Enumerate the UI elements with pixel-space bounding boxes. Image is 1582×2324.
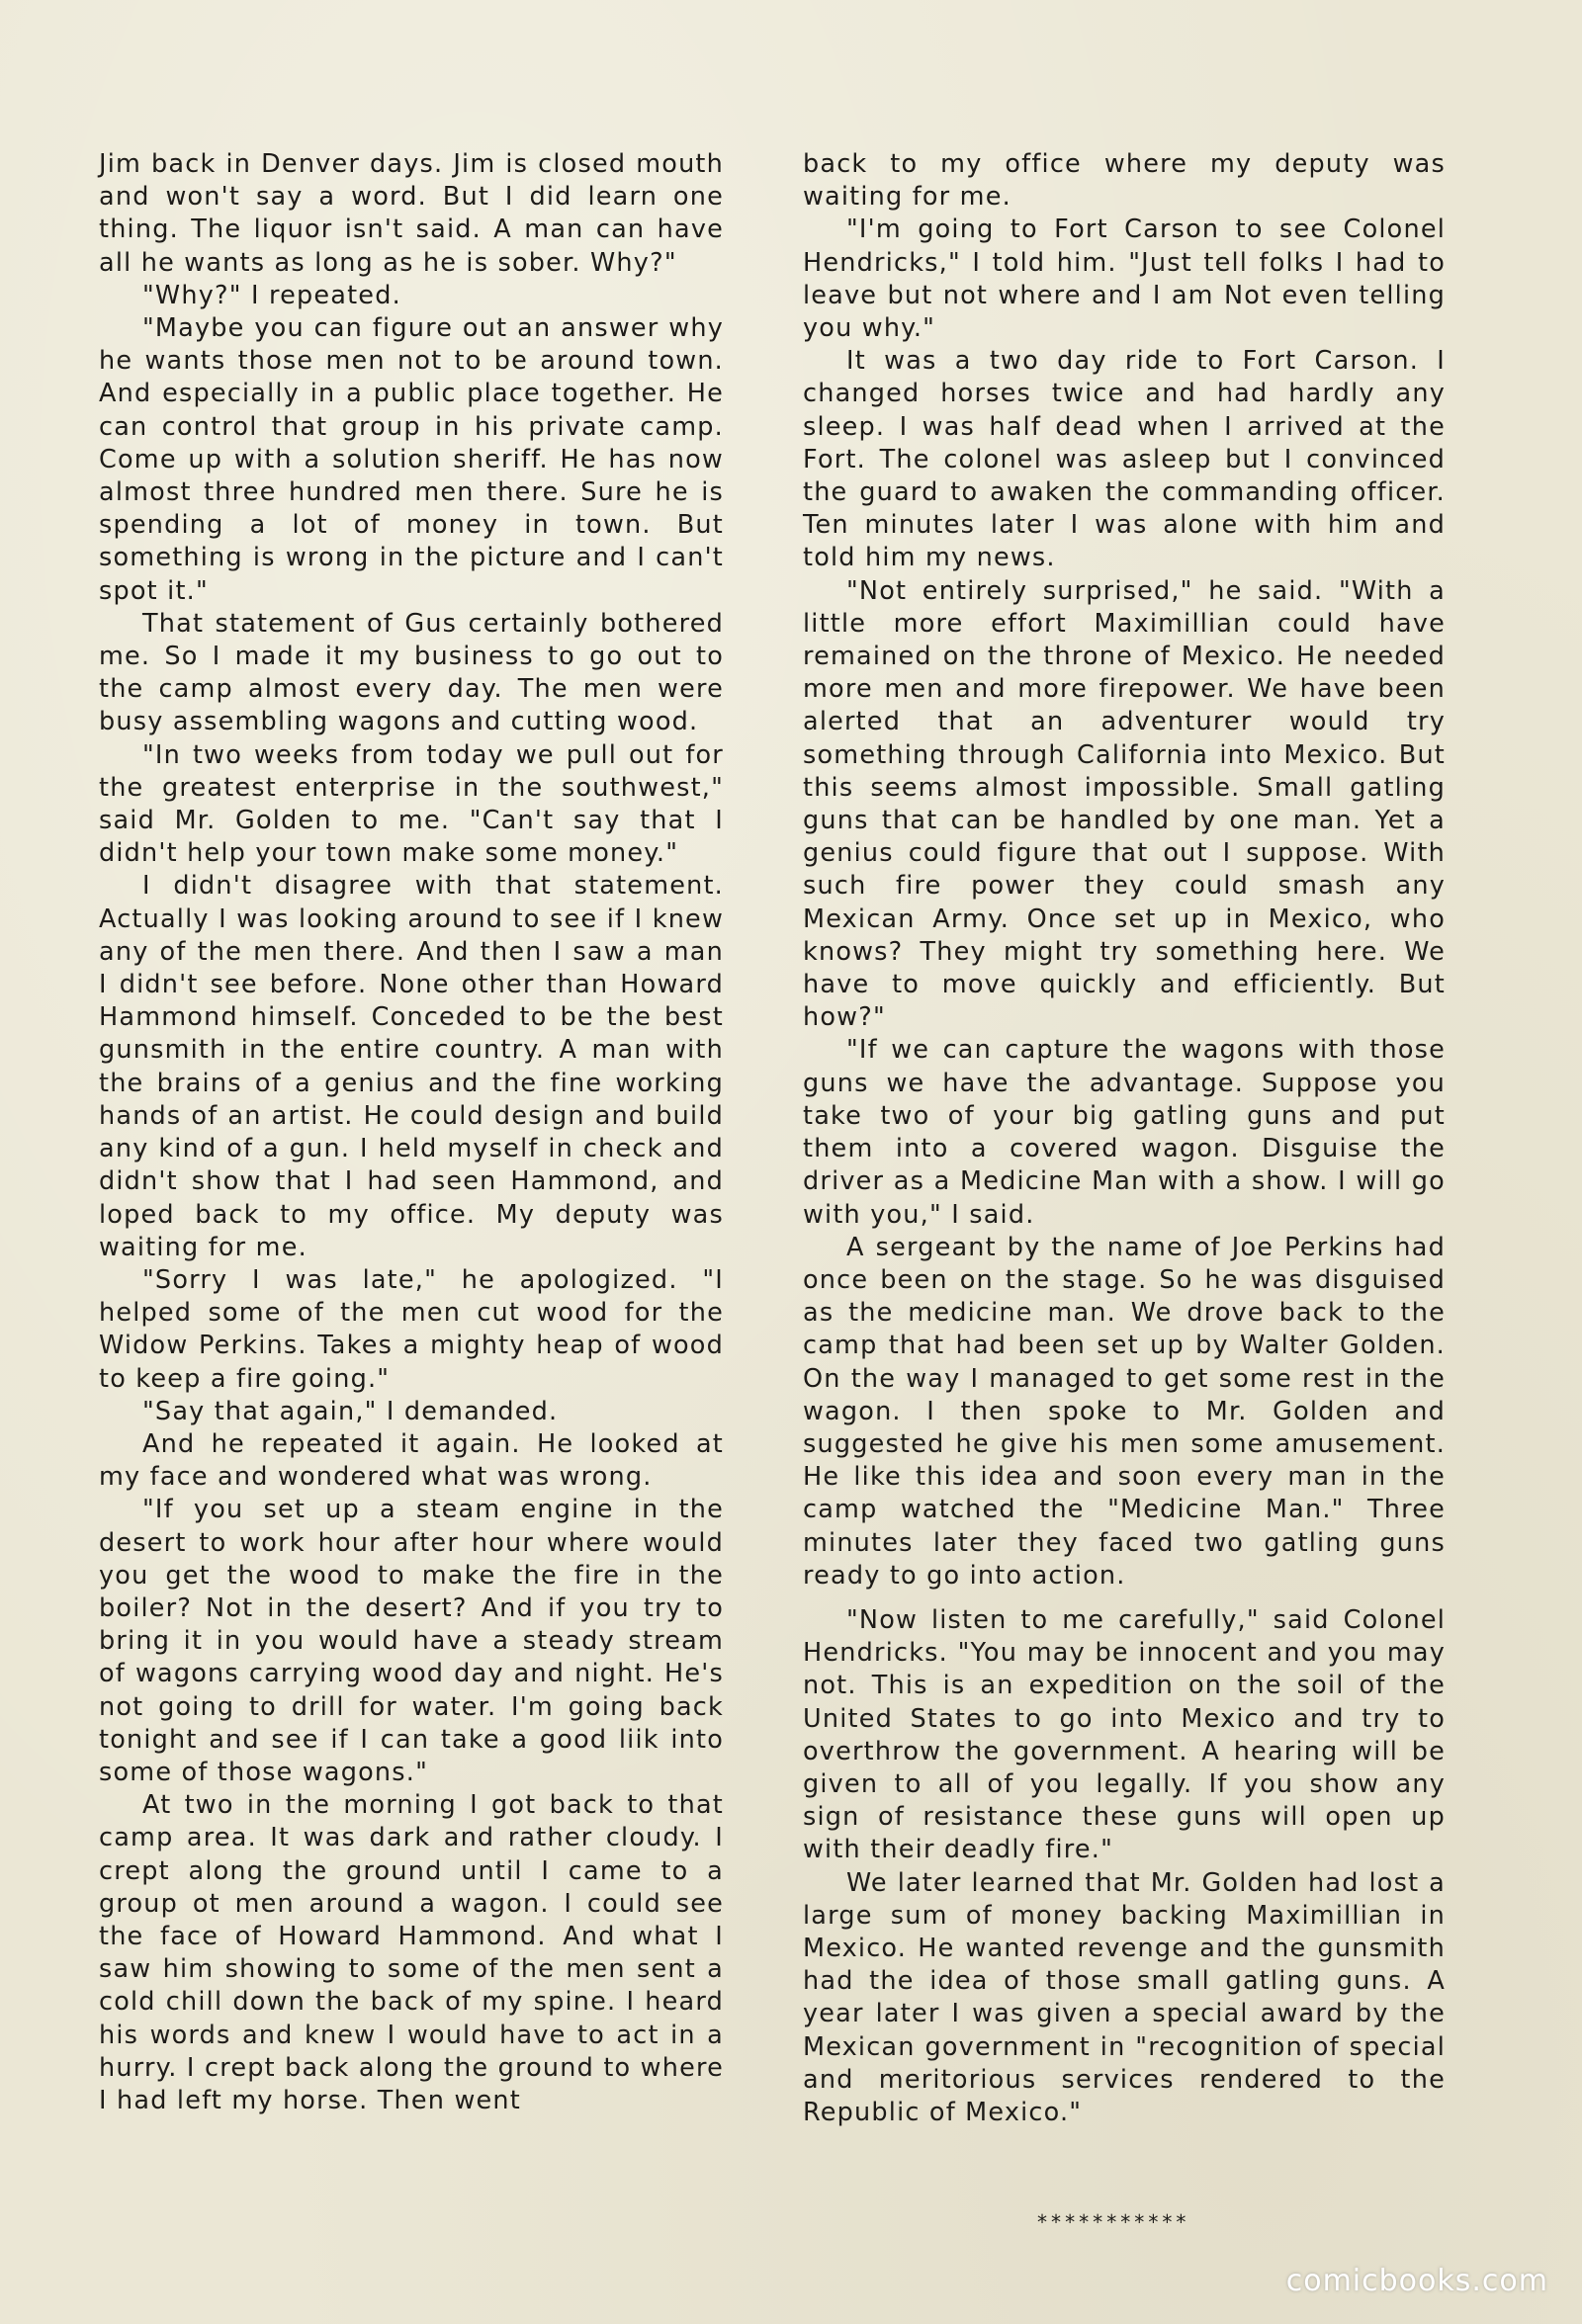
paragraph: "If you set up a steam engine in the desert to work hour after hour where would you get the wood to make the fire in the boiler? Not in the desert? And if you try to bring it in you would have a steady stream of wagons carrying wood day and night. He's not going to drill for water. I'm going back tonight and see if I can take a good liik into some of those wagons." — [99, 1495, 724, 1787]
paragraph: "In two weeks from today we pull out for the greatest enterprise in the southwest," said Mr. Golden to me. "Can't say that I didn't help your town make some money." — [99, 739, 724, 869]
paragraph: A sergeant by the name of Joe Perkins had once been on the stage. So he was disguised as the medicine man. We drove back to the camp that had been set up by Walter Golden. On the way I managed to get some rest in the wagon. I then spoke to Mr. Golden and suggested he give his men some amusement. He like this idea and soon every man in the camp watched the "Medicine Man." Three minutes later they faced two gatling guns ready to go into action. — [803, 1232, 1446, 1591]
paragraph: Jim back in Denver days. Jim is closed mouth and won't say a word. But I did learn one thing. The liquor isn't said. A man can have all he wants as long as he is sober. Why?" — [99, 149, 724, 278]
paragraph: I didn't disagree with that statement. Actually I was looking around to see if I knew any of the men there. And then I saw a man I didn't see before. None other than Howard Hammond himself. Conceded to be the best gunsmith in the entire country. A man with the brains of a genius and the fine working hands of an artist. He could design and build any kind of a gun. I held myself in check and didn't show that I had seen Hammond, and loped back to my office. My deputy was waiting for me. — [99, 871, 724, 1262]
text-column-right — [803, 148, 1446, 2129]
paragraph: "Now listen to me carefully," said Colonel Hendricks. "You may be innocent and you may not. This is an expedition on the soil of the United States to go into Mexico and try to overthrow the government. A hearing will be given to all of you legally. If you show any sign of resistance these guns will open up with their deadly fire." — [803, 1604, 1446, 1865]
paragraph: "I'm going to Fort Carson to see Colonel Hendricks," I told him. "Just tell folks I had to leave but not where and I am Not even telling you why." — [803, 215, 1446, 344]
paragraph: At two in the morning I got back to that camp area. It was dark and rather cloudy. I crept along the ground until I came to a group ot men around a wagon. I could see the face of Howard Hammond. And what I saw him showing to some of the men sent a cold chill down the back of my spine. I heard his words and knew I would have to act in a hurry. I crept back along the ground to where I had left my horse. Then went — [99, 1790, 724, 2115]
paragraph: "Why?" I repeated. — [142, 280, 401, 310]
paragraph: "Not entirely surprised," he said. "With a little more effort Maximillian could have remained on the throne of Mexico. He needed more men and more firepower. We have been alerted that an adventurer would try something through California into Mexico. But this seems almost impossible. Small gatling guns that can be handled by one man. Yet a genius could figure that out I suppose. With such fire power they could smash any Mexican Army. Once set up in Mexico, who knows? They might try something here. We have to move quickly and efficiently. But how?" — [803, 575, 1446, 1033]
paragraph: And he repeated it again. He looked at my face and wondered what was wrong. — [99, 1428, 724, 1493]
text-column-left — [99, 148, 724, 2117]
paragraph: "If we can capture the wagons with those guns we have the advantage. Suppose you take two of your big gatling guns and put them into a covered wagon. Disguise the driver as a Medicine Man with a show. I will go with you," I said. — [803, 1035, 1446, 1230]
paragraph: It was a two day ride to Fort Carson. I changed horses twice and had hardly any sleep. I was half dead when I arrived at the Fort. The colonel was asleep but I convinced the guard to awaken the commanding officer. Ten minutes later I was alone with him and told him my news. — [803, 346, 1446, 573]
paragraph: "Sorry I was late," he apologized. "I helped some of the men cut wood for the Widow Perkins. Takes a mighty heap of wood to keep a fire going." — [99, 1264, 724, 1394]
paragraph: We later learned that Mr. Golden had lost a large sum of money backing Maximillian in Mexico. He wanted revenge and the gunsmith had the idea of those small gatling guns. A year later I was given a special award by the Mexican government in "recognition of special and meritorious services rendered to the Republic of Mexico." — [803, 1867, 1446, 2127]
end-mark: *********** — [1036, 2210, 1189, 2234]
paragraph: "Maybe you can figure out an answer why he wants those men not to be around town. And especially in a public place together. He can control that group in his private camp. Come up with a solution sheriff. He has now almost three hundred men there. Sure he is spending a lot of money in town. But something is wrong in the picture and I can't spot it." — [99, 313, 724, 606]
watermark: comicbooks.com — [1285, 2264, 1548, 2298]
paragraph: "Say that again," I demanded. — [142, 1396, 559, 1426]
paragraph: That statement of Gus certainly bothered me. So I made it my business to go out to the camp almost every day. The men were busy assembling wagons and cutting wood. — [99, 608, 724, 737]
paragraph: back to my office where my deputy was waiting for me. — [803, 149, 1446, 213]
